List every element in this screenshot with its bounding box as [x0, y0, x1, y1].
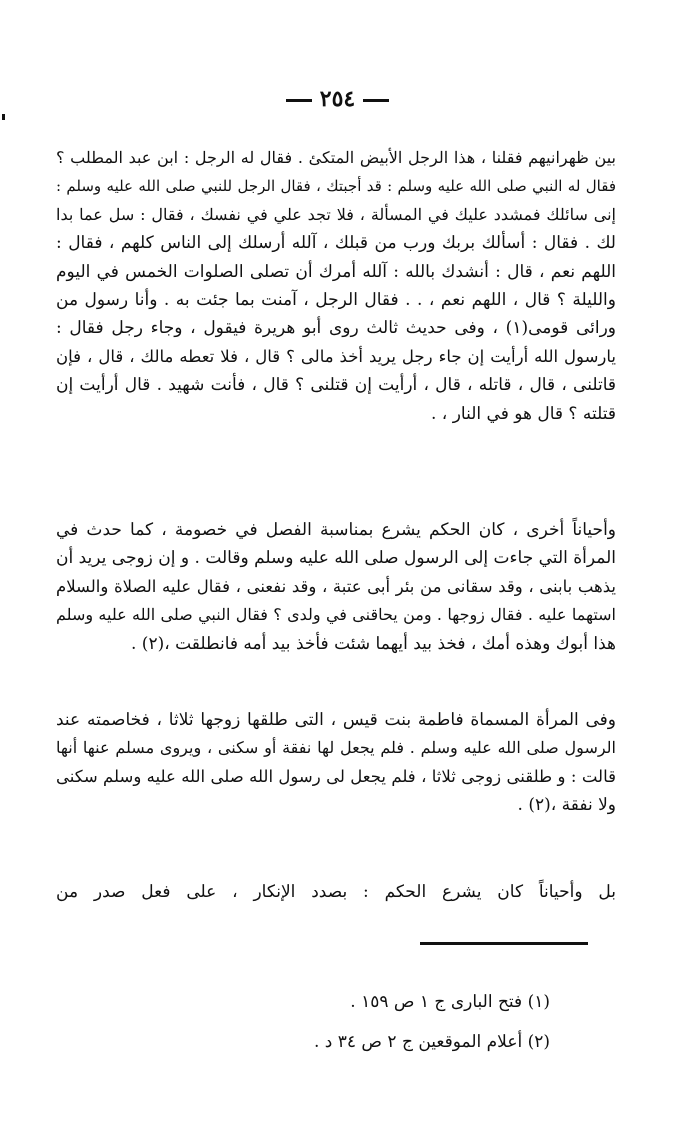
text-line: قاتلنى ، قال ، قاتله ، قال ، أرأيت إن قتلنى ؟ قال ، فأنت شهيد . قال أرأيت إن: [56, 375, 616, 396]
text-line: بين ظهرانيهم فقلنا ، هذا الرجل الأبيض المتكئ . فقال له الرجل : ابن عبد المطلب ؟: [56, 148, 616, 167]
page-number-dash: [363, 99, 389, 102]
paragraph-3: [56, 706, 616, 820]
text-line: فقال له النبي صلى الله عليه وسلم : قد أجبتك ، فقال الرجل للنبي صلى الله عليه وسلم :: [56, 177, 616, 196]
text-line: استهما عليه . فقال زوجها . ومن يحاقنى في ولدى ؟ فقال النبي صلى الله عليه وسلم: [56, 605, 616, 625]
text-line: يذهب بابنى ، وقد سقانى من بئر أبى عتبة ، وقد نفعنى ، فقال عليه الصلاة والسلام: [56, 576, 616, 596]
page-number: ٢٥٤: [319, 86, 356, 112]
text-line: والليلة ؟ قال ، اللهم نعم ، . . فقال الرجل ، آمنت بما جئت به . وأنا رسول من: [56, 290, 616, 311]
text-line: لك . فقال : أسألك بربك ورب من قبلك ، آلله أرسلك إلى الناس كلهم ، فقال :: [56, 233, 616, 254]
text-line: ورائى قومى(١) ، وفى حديث ثالث روى أبو هريرة فيقول ، وجاء رجل فقال :: [56, 318, 616, 339]
text-line: وفى المرأة المسماة فاطمة بنت قيس ، التى طلقها زوجها ثلاثا ، فخاصمته عند: [56, 710, 616, 730]
footnote-1: (١) فتح البارى ج ١ ص ١٥٩ .: [350, 992, 550, 1012]
scan-edge-mark: [2, 114, 5, 120]
page-number-header: [0, 86, 675, 112]
text-line: وأحياناً أخرى ، كان الحكم يشرع بمناسبة الفصل في خصومة ، كما حدث في: [56, 520, 616, 540]
text-line: بل وأحياناً كان يشرع الحكم : بصدد الإنكار ، على فعل صدر من: [56, 882, 616, 902]
text-line: هذا أبوك وهذه أمك ، فخذ بيد أيهما شئت فأخذ بيد أمه فانطلقت ،(٢) .: [130, 633, 616, 654]
paragraph-2: [56, 516, 616, 658]
text-line: المرأة التي جاءت إلى الرسول صلى الله عليه وسلم وقالت . و إن زوجى يريد أن: [56, 548, 616, 569]
text-line: ولا نفقة ،(٢) .: [517, 795, 616, 816]
text-line: قالت : و طلقنى زوجى ثلاثا ، فلم يجعل لى رسول الله صلى الله عليه وسلم سكنى: [56, 766, 616, 786]
text-line: قتلته ؟ قال هو في النار ، .: [431, 403, 616, 424]
text-line: الرسول صلى الله عليه وسلم . فلم يجعل لها نفقة أو سكنى ، ويروى مسلم عنها أنها: [56, 738, 616, 758]
footnote-2: (٢) أعلام الموقعين ج ٢ ص ٣٤ د .: [313, 1032, 550, 1052]
footnote-separator: [420, 942, 588, 945]
text-line: اللهم نعم ، قال : أنشدك بالله : آلله أمرك أن تصلى الصلوات الخمس في اليوم: [56, 261, 616, 282]
text-line: إنى سائلك فمشدد عليك في المسألة ، فلا تجد علي في نفسك ، فقال : سل عما بدا: [56, 204, 616, 224]
text-line: يارسول الله أرأيت إن جاء رجل يريد أخذ مالى ؟ قال ، فلا تعطه مالك ، قال ، فإن: [56, 346, 616, 366]
page-number-dash: [286, 99, 312, 102]
paragraph-1: [56, 144, 616, 428]
paragraph-4: [56, 878, 616, 906]
footnotes: [200, 982, 550, 1062]
